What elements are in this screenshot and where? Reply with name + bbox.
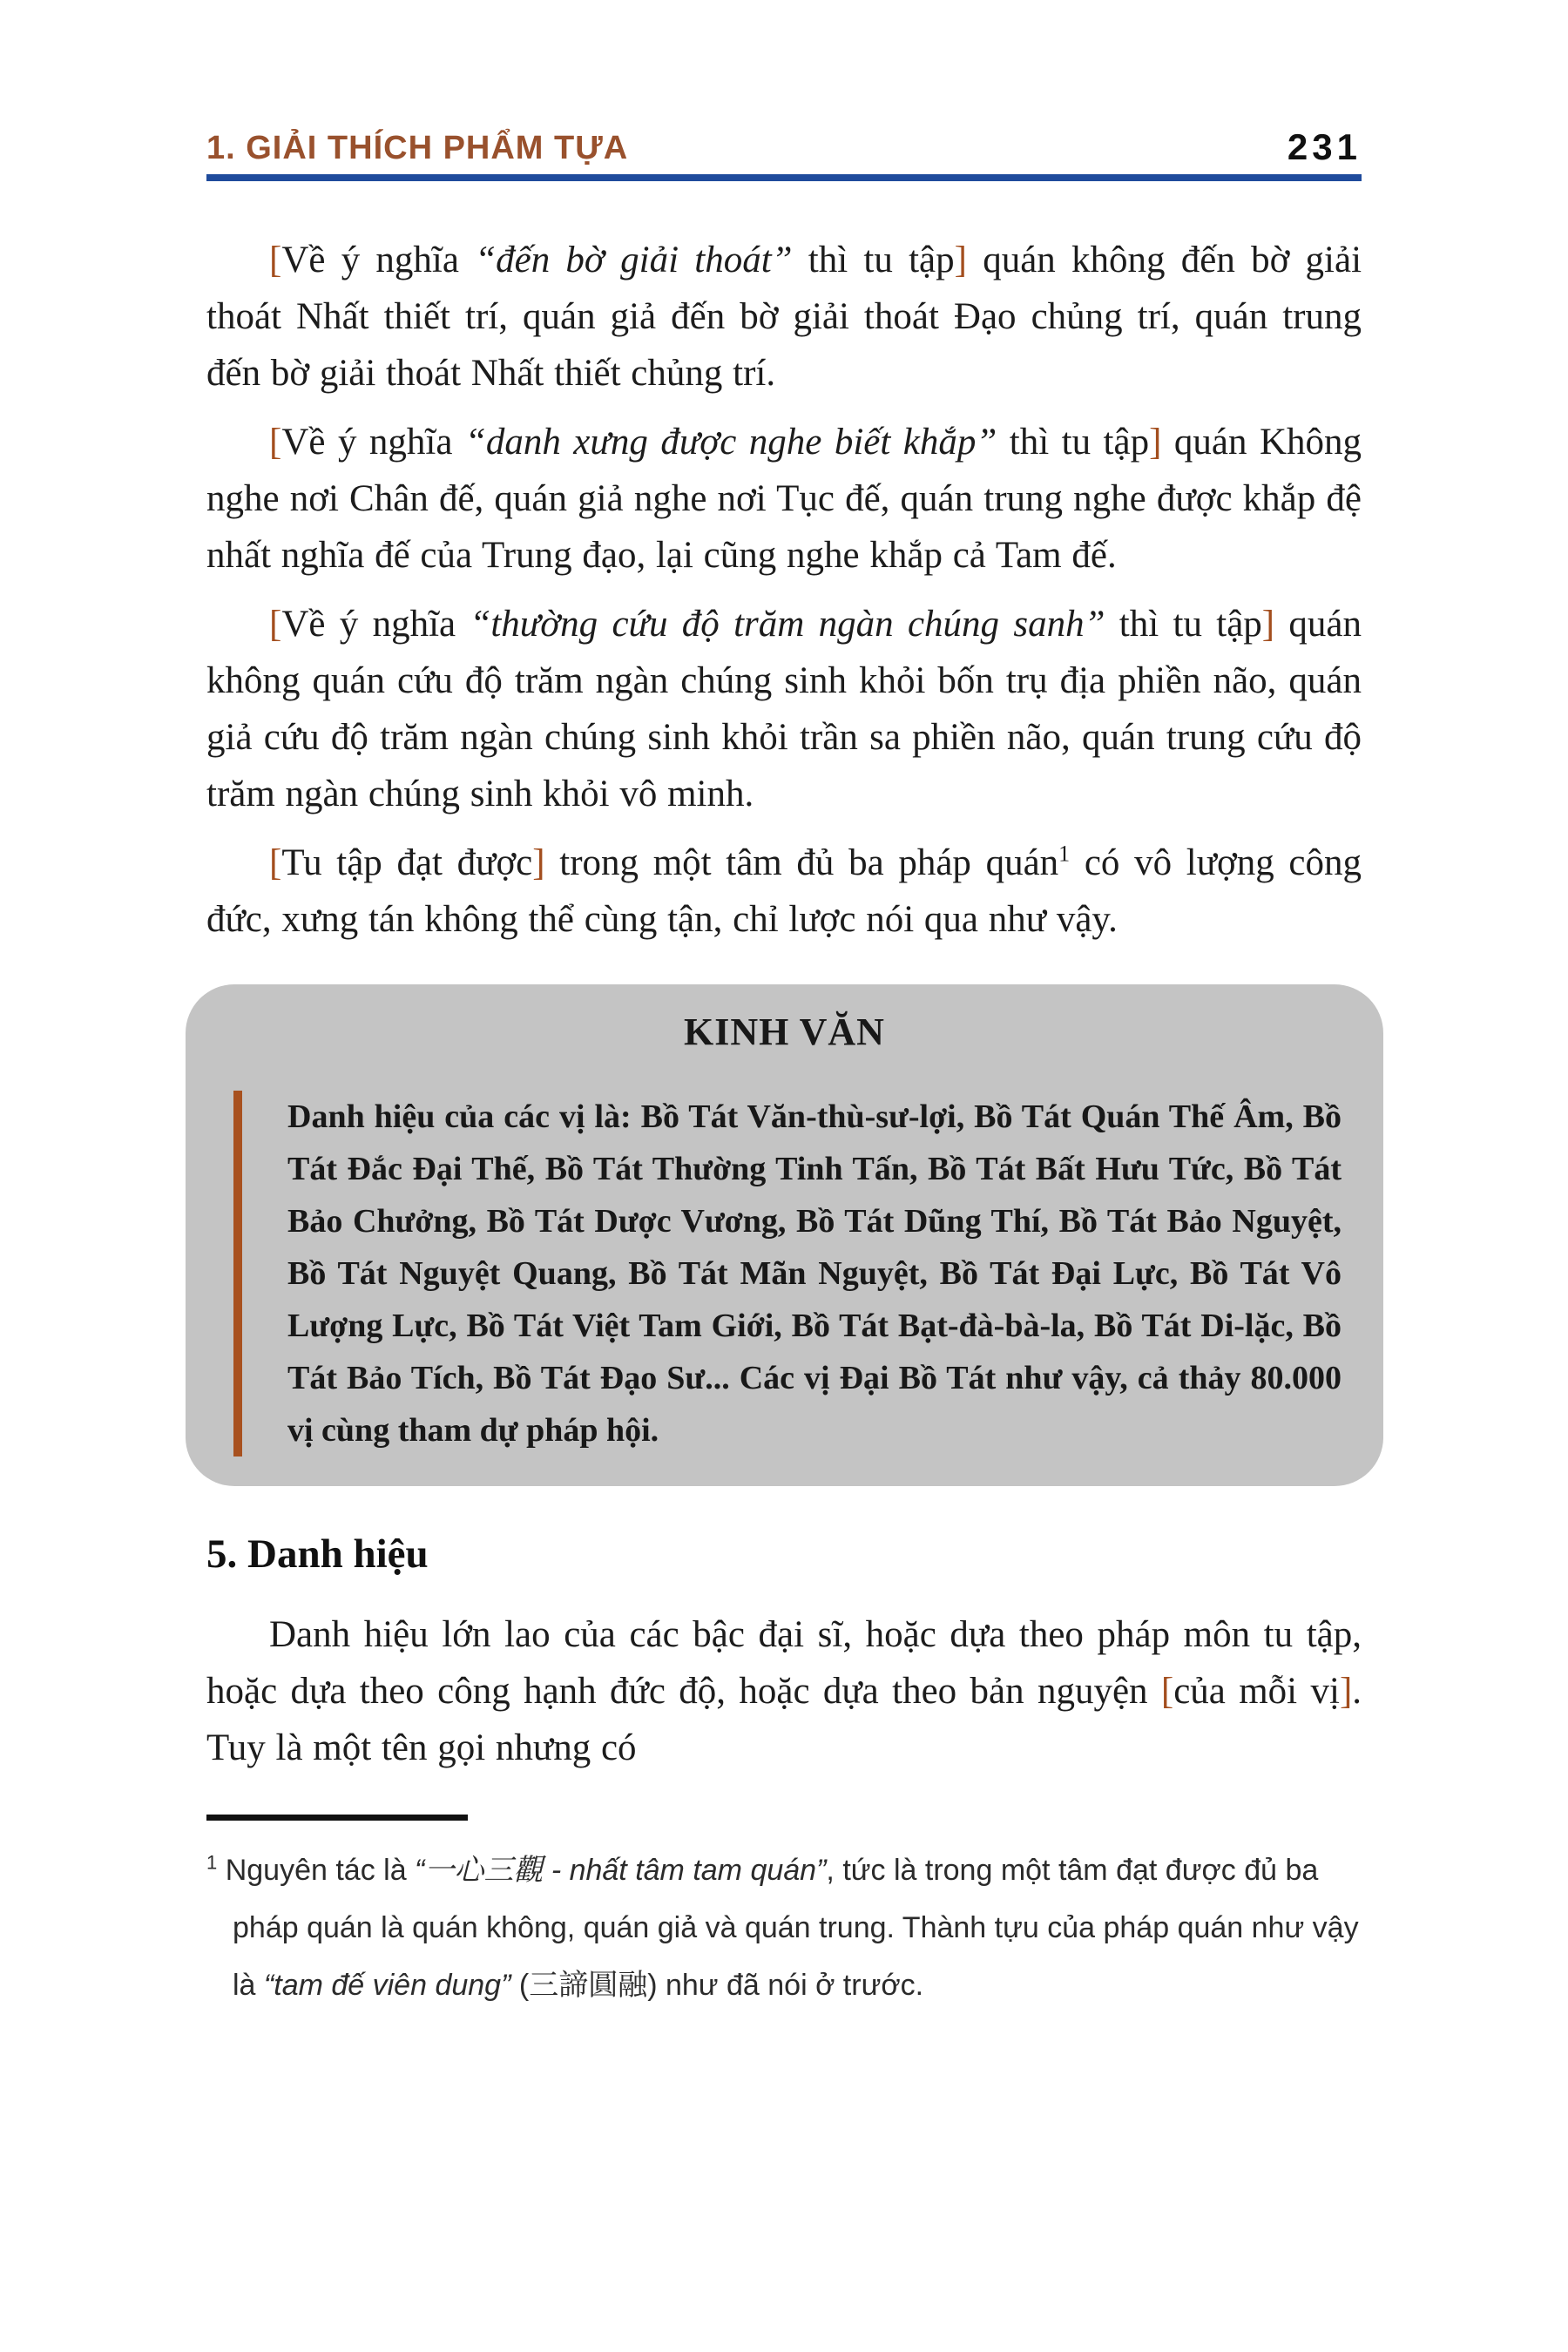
kinh-van-quote bbox=[233, 1091, 1342, 1456]
text-segment: Nguyên tác là bbox=[217, 1854, 416, 1887]
text-segment: Tu tập đạt được bbox=[281, 842, 533, 883]
text-segment: “tam đế viên dung” bbox=[263, 1969, 511, 2002]
footnote-rule bbox=[206, 1815, 468, 1821]
text-segment: 1 bbox=[1058, 841, 1071, 867]
text-segment: thì tu tập bbox=[1105, 604, 1262, 645]
text-segment: quán Không nghe nơi Chân đế, quán giả nghe nơi Tục đế, quán trung nghe được khắp đệ nhất nghĩa đế của Trung đạo, lại cũng nghe khắp cả Tam đế. bbox=[206, 422, 1362, 576]
paragraph bbox=[206, 1606, 1362, 1776]
text-segment: quán không đến bờ giải thoát Nhất thiết trí, quán giả đến bờ giải thoát Đạo chủng trí, quán trung đến bờ giải thoát Nhất thiết chủng trí. bbox=[206, 240, 1362, 394]
editorial-bracket: ] bbox=[1339, 1671, 1353, 1712]
text-segment: Về ý nghĩa bbox=[281, 422, 465, 463]
editorial-bracket: [ bbox=[269, 842, 282, 883]
body-paragraphs bbox=[206, 232, 1362, 948]
text-segment: Về ý nghĩa bbox=[281, 604, 470, 645]
text-segment: thì tu tập bbox=[792, 240, 955, 280]
footnote-body bbox=[217, 1854, 1358, 2002]
editorial-bracket: ] bbox=[1149, 422, 1162, 463]
text-segment: “一心三觀 - nhất tâm tam quán” bbox=[415, 1854, 827, 1887]
chapter-title: 1. GIẢI THÍCH PHẨM TỰA bbox=[206, 130, 629, 166]
editorial-bracket: ] bbox=[532, 842, 545, 883]
text-segment: quán không quán cứu độ trăm ngàn chúng sinh khỏi bốn trụ địa phiền não, quán giả cứu độ trăm ngàn chúng sinh khỏi trần sa phiền não, quán trung cứu độ trăm ngàn chúng sinh khỏi vô minh. bbox=[206, 604, 1362, 814]
text-segment: “đến bờ giải thoát” bbox=[475, 240, 793, 280]
page-body bbox=[206, 232, 1362, 2014]
running-head bbox=[206, 0, 1362, 166]
paragraph bbox=[206, 414, 1362, 584]
footnote-marker: 1 bbox=[206, 1851, 218, 1874]
editorial-bracket: ] bbox=[954, 240, 967, 280]
section-heading: 5. Danh hiệu bbox=[206, 1531, 429, 1577]
text-segment: . Tuy là một tên gọi nhưng có bbox=[206, 1671, 1362, 1768]
text-segment: có vô lượng công đức, xưng tán không thể cùng tận, chỉ lược nói qua như vậy. bbox=[206, 842, 1362, 940]
footnote bbox=[206, 1815, 1362, 2014]
text-segment: (三諦圓融) như đã nói ở trước. bbox=[510, 1969, 924, 2002]
text-segment: Về ý nghĩa bbox=[281, 240, 476, 280]
paragraph bbox=[206, 596, 1362, 822]
footnote-text bbox=[206, 1842, 1362, 2014]
paragraph bbox=[206, 232, 1362, 402]
editorial-bracket: ] bbox=[1261, 604, 1275, 645]
kinh-van-box bbox=[186, 984, 1383, 1486]
text-segment: “thường cứu độ trăm ngàn chúng sanh” bbox=[470, 604, 1105, 645]
kinh-van-title: KINH VĂN bbox=[684, 1010, 885, 1053]
text-segment: Danh hiệu lớn lao của các bậc đại sĩ, hoặc dựa theo pháp môn tu tập, hoặc dựa theo công hạnh đức độ, hoặc dựa theo bản nguyện bbox=[206, 1614, 1362, 1712]
page-header bbox=[206, 0, 1362, 181]
editorial-bracket: [ bbox=[269, 604, 282, 645]
text-segment: thì tu tập bbox=[997, 422, 1150, 463]
kinh-van-text: Danh hiệu của các vị là: Bồ Tát Văn-thù-sư-lợi, Bồ Tát Quán Thế Âm, Bồ Tát Đắc Đại Thế, Bồ Tát Thường Tinh Tấn, Bồ Tát Bất Hưu Tức, Bồ Tát Bảo Chưởng, Bồ Tát Dược Vương, Bồ Tát Dũng Thí, Bồ Tát Bảo Nguyệt, Bồ Tát Nguyệt Quang, Bồ Tát Mãn Nguyệt, Bồ Tát Đại Lực, Bồ Tát Vô Lượng Lực, Bồ Tát Việt Tam Giới, Bồ Tát Bạt-đà-bà-la, Bồ Tát Di-lặc, Bồ Tát Bảo Tích, Bồ Tát Đạo Sư... Các vị Đại Bồ Tát như vậy, cả thảy 80.000 vị cùng tham dự pháp hội. bbox=[287, 1098, 1342, 1449]
header-rule bbox=[206, 174, 1362, 181]
page-number: 231 bbox=[1287, 126, 1362, 167]
text-segment: trong một tâm đủ ba pháp quán bbox=[544, 842, 1059, 883]
editorial-bracket: [ bbox=[269, 240, 282, 280]
section-paragraphs bbox=[206, 1606, 1362, 1776]
text-segment: của mỗi vị bbox=[1173, 1671, 1340, 1712]
editorial-bracket: [ bbox=[1160, 1671, 1174, 1712]
editorial-bracket: [ bbox=[269, 422, 282, 463]
text-segment: “danh xưng được nghe biết khắp” bbox=[464, 422, 997, 463]
text-segment: , tức là trong một tâm đạt được đủ ba pháp quán là quán không, quán giả và quán trung. Thành tựu của pháp quán như vậy là bbox=[233, 1854, 1359, 2002]
paragraph bbox=[206, 835, 1362, 948]
